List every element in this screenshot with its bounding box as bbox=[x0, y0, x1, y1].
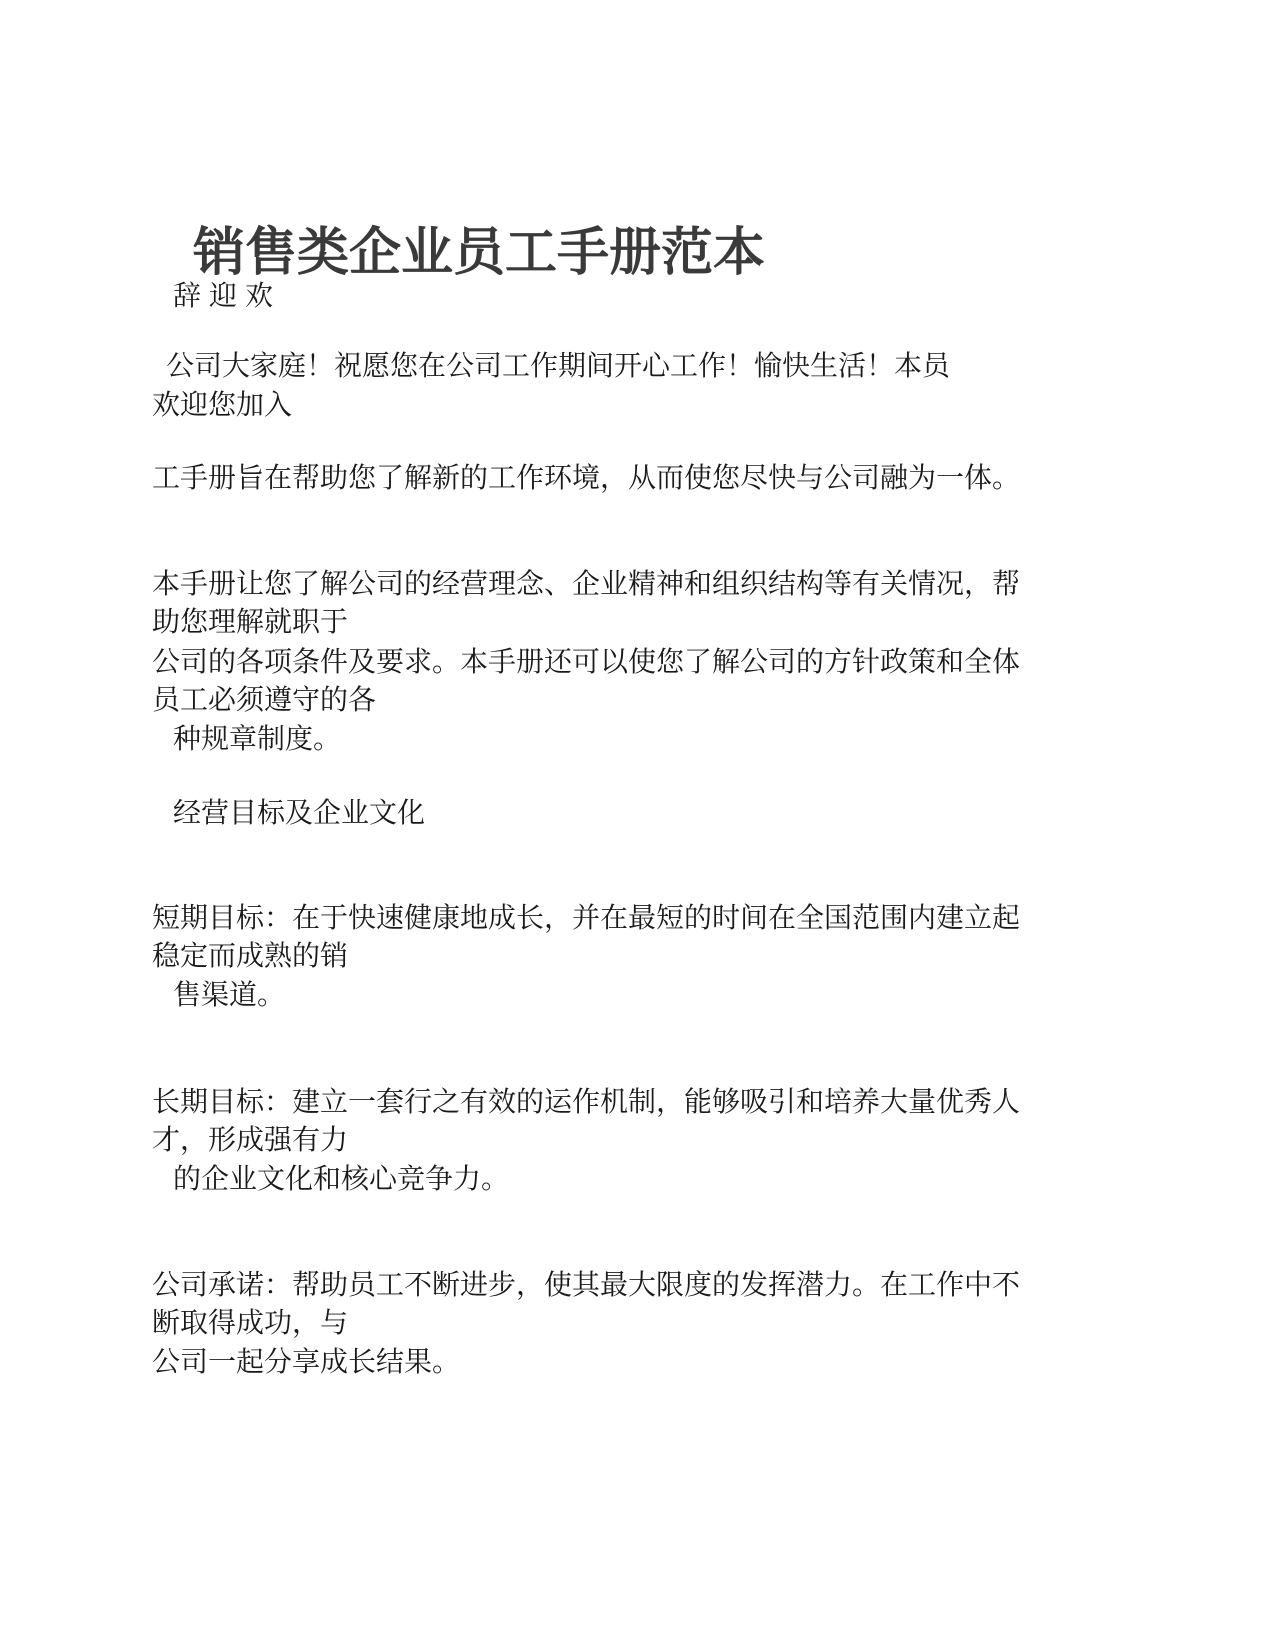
commitment-line-2: 断取得成功，与 bbox=[152, 1306, 349, 1339]
long-term-line-1: 长期目标：建立一套行之有效的运作机制，能够吸引和培养大量优秀人 bbox=[152, 1085, 1021, 1118]
long-term-line-3: 的企业文化和核心竞争力。 bbox=[173, 1162, 510, 1195]
short-term-line-1: 短期目标：在于快速健康地成长，并在最短的时间在全国范围内建立起 bbox=[152, 901, 1021, 934]
purpose-line-2: 助您理解就职于 bbox=[152, 605, 349, 638]
section-heading: 经营目标及企业文化 bbox=[173, 796, 426, 829]
welcome-line-1: 公司大家庭！祝愿您在公司工作期间开心工作！愉快生活！本员 bbox=[166, 349, 951, 382]
purpose-line-3: 公司的各项条件及要求。本手册还可以使您了解公司的方针政策和全体 bbox=[152, 645, 1021, 678]
purpose-line-1: 本手册让您了解公司的经营理念、企业精神和组织结构等有关情况，帮 bbox=[152, 567, 1021, 600]
long-term-line-2: 才，形成强有力 bbox=[152, 1123, 349, 1156]
welcome-line-2: 欢迎您加入 bbox=[152, 388, 293, 421]
section-subtitle-welcome: 辞迎欢 bbox=[173, 279, 282, 312]
commitment-line-1: 公司承诺：帮助员工不断进步，使其最大限度的发挥潜力。在工作中不 bbox=[152, 1268, 1021, 1301]
intro-line-1: 工手册旨在帮助您了解新的工作环境，从而使您尽快与公司融为一体。 bbox=[152, 461, 1021, 494]
purpose-line-5: 种规章制度。 bbox=[173, 722, 342, 755]
short-term-line-3: 售渠道。 bbox=[173, 978, 286, 1011]
purpose-line-4: 员工必须遵守的各 bbox=[152, 683, 377, 716]
commitment-line-3: 公司一起分享成长结果。 bbox=[152, 1345, 461, 1378]
document-title: 销售类企业员工手册范本 bbox=[193, 223, 766, 283]
short-term-line-2: 稳定而成熟的销 bbox=[152, 939, 349, 972]
